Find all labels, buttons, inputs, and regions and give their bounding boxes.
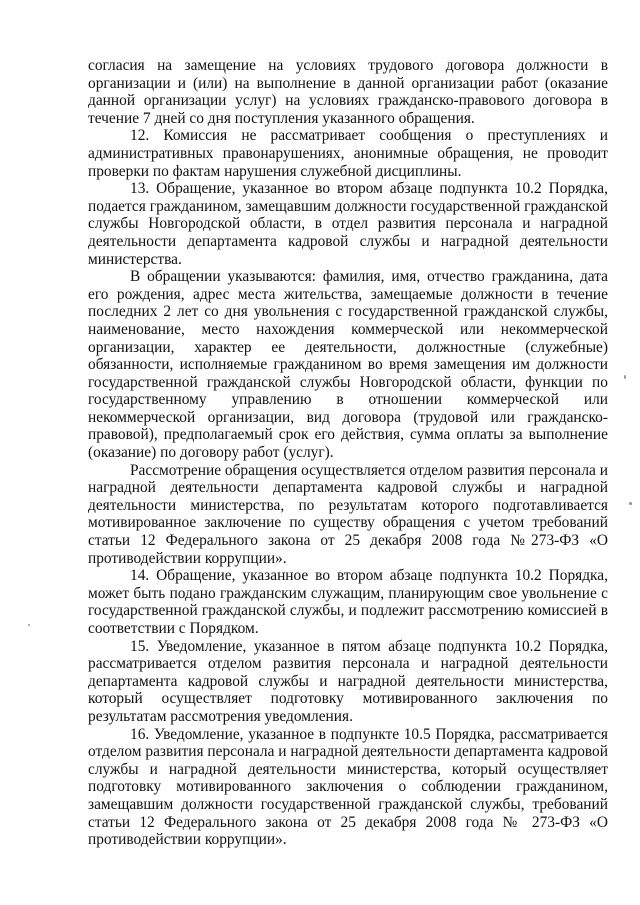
paragraph-item-13: 13. Обращение, указанное во втором абзаце подпункта 10.2 Порядка, подается гражданином, замещавшим должности государственной гражданской службы Новгородской области, в отдел развития персонала и наградной деятельности департамента кадровой службы и наградной деятельности министерства. — [88, 180, 608, 268]
paragraph-appeal-contents: В обращении указываются: фамилия, имя, отчество гражданина, дата его рождения, адрес места жительства, замещаемые должности в течение последних 2 лет со дня увольнения с государственной гражданской службы, наименование, место нахождения коммерческой или некоммерческой организации, характер ее деятельности, должностные (служебные) обязанности, исполняемые гражданином во время замещения им должности государственной гражданской службы Новгородской области, функции по государственному управлению в отношении коммерческой или некоммерческой организации, вид договора (трудовой или гражданско-правовой), предполагаемый срок его действия, сумма оплаты за выполнение (оказание) по договору работ (услуг). — [88, 268, 608, 462]
paragraph-item-15: 15. Уведомление, указанное в пятом абзаце подпункта 10.2 Порядка, рассматривается отделом развития персонала и наградной деятельности департамента кадровой службы и наградной деятельности министерства, который осуществляет подготовку мотивированного заключения по результатам рассмотрения уведомления. — [88, 637, 608, 725]
paragraph-item-12: 12. Комиссия не рассматривает сообщения о преступлениях и административных правонарушениях, анонимные обращения, не проводит проверки по фактам нарушения служебной дисциплины. — [88, 127, 608, 180]
scan-mark — [629, 502, 632, 505]
paragraph-consent-continuation: согласия на замещение на условиях трудового договора должности в организации и (или) на выполнение в данной организации работ (оказание данной организации услуг) на условиях гражданско-правового договора в течение 7 дней со дня поступления указанного обращения. — [88, 57, 608, 127]
paragraph-item-14: 14. Обращение, указанное во втором абзаце подпункта 10.2 Порядка, может быть подано гражданским служащим, планирующим свое увольнение с государственной гражданской службы, и подлежит рассмотрению комиссией в соответствии с Порядком. — [88, 567, 608, 637]
scan-mark — [624, 375, 626, 379]
paragraph-appeal-review: Рассмотрение обращения осуществляется отделом развития персонала и наградной деятельности департамента кадровой службы и наградной деятельности министерства, по результатам которого подготавливается мотивированное заключение по существу обращения с учетом требований статьи 12 Федерального закона от 25 декабря 2008 года №273-ФЗ «О противодействии коррупции». — [88, 461, 608, 567]
paragraph-item-16: 16. Уведомление, указанное в подпункте 10.5 Порядка, рассматривается отделом развития персонала и наградной деятельности департамента кадровой службы и наградной деятельности министерства, который осуществляет подготовку мотивированного заключения о соблюдении гражданином, замещавшим должности государственной гражданской службы, требований статьи 12 Федерального закона от 25 декабря 2008 года № 273-ФЗ «О противодействии коррупции». — [88, 725, 608, 849]
scan-mark — [28, 624, 30, 626]
